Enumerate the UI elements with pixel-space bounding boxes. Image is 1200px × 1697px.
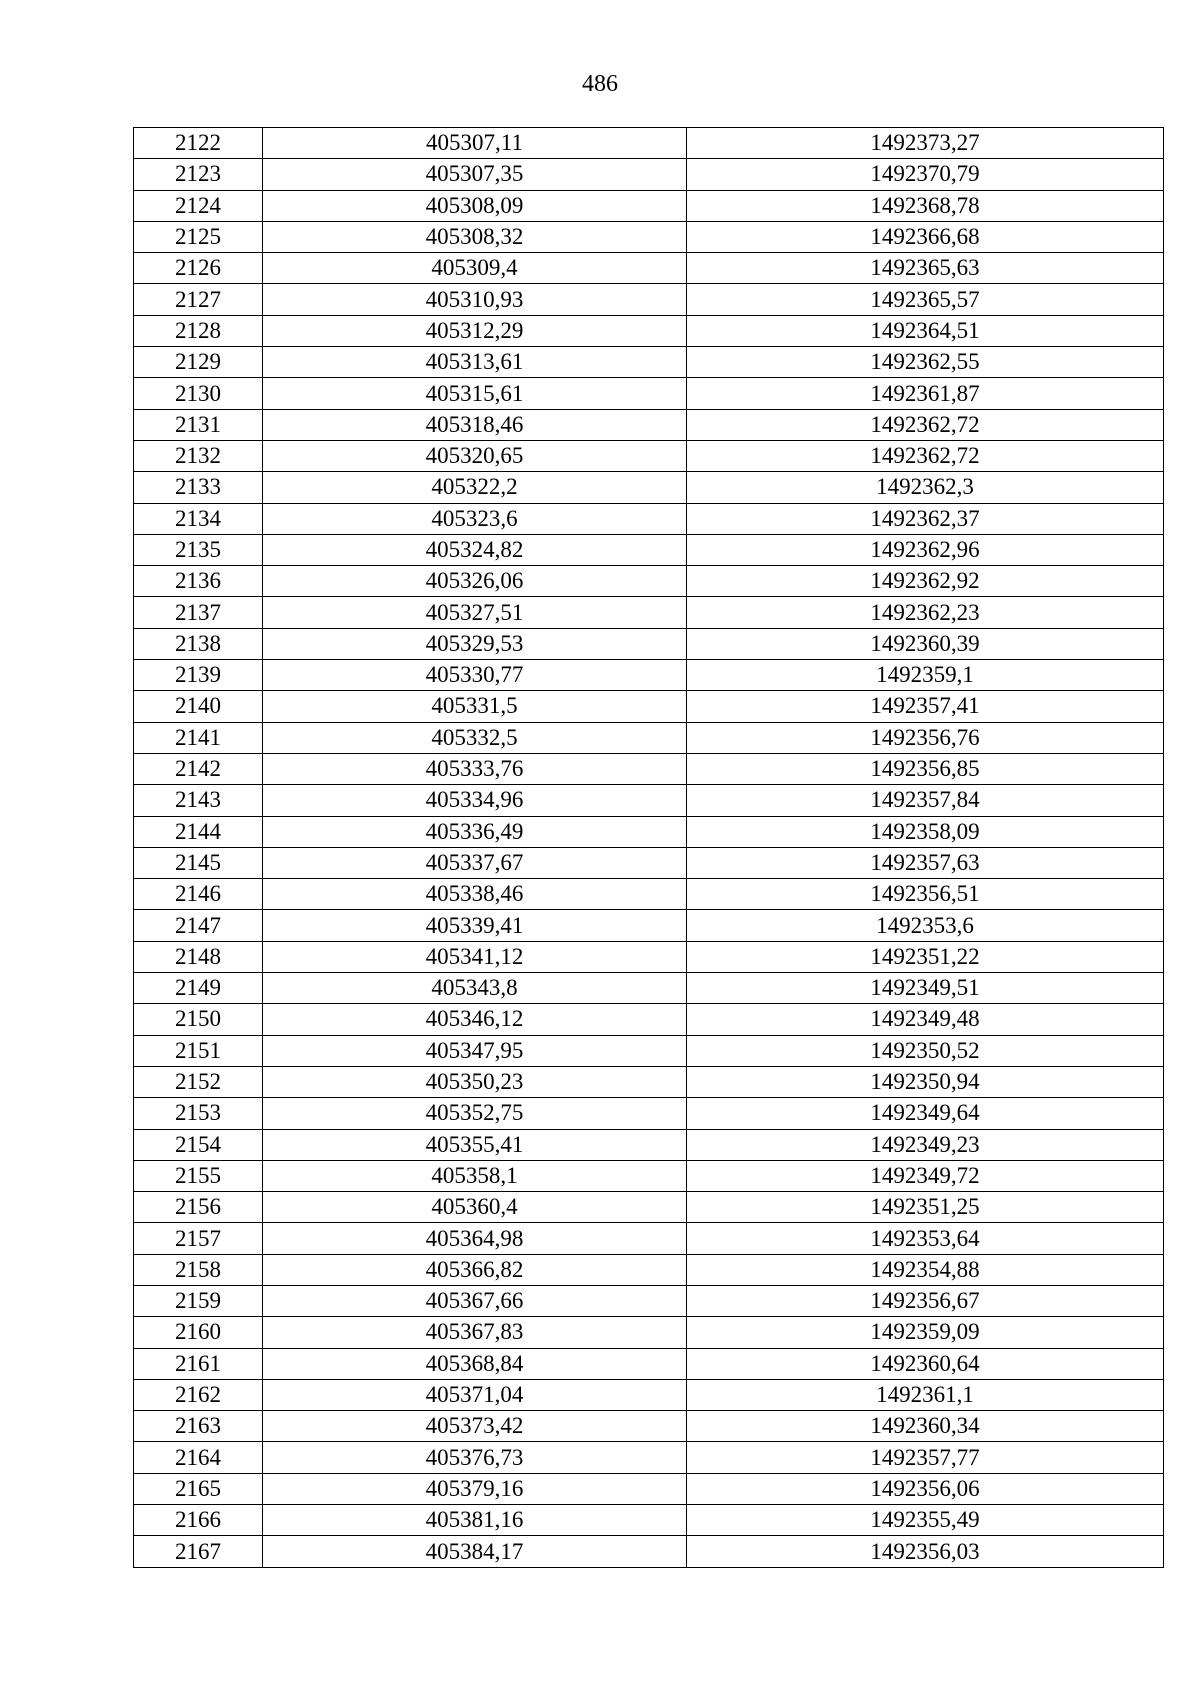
y-coordinate-cell: 1492361,87 — [687, 378, 1164, 409]
point-number-cell: 2139 — [134, 660, 263, 691]
table-row — [134, 1411, 1164, 1442]
table-row — [134, 409, 1164, 440]
y-coordinate-cell: 1492362,55 — [687, 347, 1164, 378]
x-coordinate-cell: 405312,29 — [263, 315, 687, 346]
point-number-cell: 2148 — [134, 941, 263, 972]
x-coordinate-cell: 405313,61 — [263, 347, 687, 378]
y-coordinate-cell: 1492357,84 — [687, 785, 1164, 816]
table-row — [134, 190, 1164, 221]
point-number-cell: 2143 — [134, 785, 263, 816]
table-row — [134, 284, 1164, 315]
point-number-cell: 2166 — [134, 1505, 263, 1536]
x-coordinate-cell: 405373,42 — [263, 1411, 687, 1442]
y-coordinate-cell: 1492373,27 — [687, 128, 1164, 159]
page-number: 486 — [582, 71, 618, 97]
x-coordinate-cell: 405339,41 — [263, 910, 687, 941]
x-coordinate-cell: 405318,46 — [263, 409, 687, 440]
point-number-cell: 2142 — [134, 753, 263, 784]
point-number-cell: 2140 — [134, 691, 263, 722]
y-coordinate-cell: 1492357,63 — [687, 847, 1164, 878]
y-coordinate-cell: 1492357,41 — [687, 691, 1164, 722]
x-coordinate-cell: 405336,49 — [263, 816, 687, 847]
x-coordinate-cell: 405346,12 — [263, 1004, 687, 1035]
y-coordinate-cell: 1492356,51 — [687, 879, 1164, 910]
x-coordinate-cell: 405315,61 — [263, 378, 687, 409]
x-coordinate-cell: 405324,82 — [263, 534, 687, 565]
table-row — [134, 753, 1164, 784]
table-row — [134, 597, 1164, 628]
y-coordinate-cell: 1492349,64 — [687, 1098, 1164, 1129]
y-coordinate-cell: 1492351,25 — [687, 1192, 1164, 1223]
y-coordinate-cell: 1492361,1 — [687, 1379, 1164, 1410]
point-number-cell: 2144 — [134, 816, 263, 847]
y-coordinate-cell: 1492362,72 — [687, 440, 1164, 471]
table-row — [134, 566, 1164, 597]
x-coordinate-cell: 405341,12 — [263, 941, 687, 972]
x-coordinate-cell: 405310,93 — [263, 284, 687, 315]
x-coordinate-cell: 405381,16 — [263, 1505, 687, 1536]
point-number-cell: 2161 — [134, 1348, 263, 1379]
y-coordinate-cell: 1492350,94 — [687, 1066, 1164, 1097]
y-coordinate-cell: 1492355,49 — [687, 1505, 1164, 1536]
y-coordinate-cell: 1492356,67 — [687, 1285, 1164, 1316]
table-row — [134, 722, 1164, 753]
point-number-cell: 2128 — [134, 315, 263, 346]
table-row — [134, 221, 1164, 252]
table-row — [134, 628, 1164, 659]
y-coordinate-cell: 1492357,77 — [687, 1442, 1164, 1473]
x-coordinate-cell: 405323,6 — [263, 503, 687, 534]
y-coordinate-cell: 1492360,39 — [687, 628, 1164, 659]
table-row — [134, 785, 1164, 816]
table-row — [134, 1348, 1164, 1379]
coordinates-table-body — [134, 128, 1164, 1568]
table-row — [134, 1505, 1164, 1536]
table-row — [134, 1536, 1164, 1567]
point-number-cell: 2164 — [134, 1442, 263, 1473]
table-row — [134, 1035, 1164, 1066]
table-row — [134, 159, 1164, 190]
y-coordinate-cell: 1492356,76 — [687, 722, 1164, 753]
table-row — [134, 440, 1164, 471]
table-row — [134, 973, 1164, 1004]
x-coordinate-cell: 405326,06 — [263, 566, 687, 597]
x-coordinate-cell: 405307,11 — [263, 128, 687, 159]
y-coordinate-cell: 1492353,64 — [687, 1223, 1164, 1254]
y-coordinate-cell: 1492356,06 — [687, 1473, 1164, 1504]
x-coordinate-cell: 405347,95 — [263, 1035, 687, 1066]
x-coordinate-cell: 405334,96 — [263, 785, 687, 816]
point-number-cell: 2145 — [134, 847, 263, 878]
y-coordinate-cell: 1492351,22 — [687, 941, 1164, 972]
y-coordinate-cell: 1492362,96 — [687, 534, 1164, 565]
point-number-cell: 2134 — [134, 503, 263, 534]
table-row — [134, 534, 1164, 565]
x-coordinate-cell: 405358,1 — [263, 1160, 687, 1191]
point-number-cell: 2123 — [134, 159, 263, 190]
x-coordinate-cell: 405307,35 — [263, 159, 687, 190]
y-coordinate-cell: 1492359,09 — [687, 1317, 1164, 1348]
point-number-cell: 2124 — [134, 190, 263, 221]
x-coordinate-cell: 405366,82 — [263, 1254, 687, 1285]
x-coordinate-cell: 405376,73 — [263, 1442, 687, 1473]
point-number-cell: 2165 — [134, 1473, 263, 1504]
x-coordinate-cell: 405333,76 — [263, 753, 687, 784]
point-number-cell: 2155 — [134, 1160, 263, 1191]
x-coordinate-cell: 405379,16 — [263, 1473, 687, 1504]
point-number-cell: 2157 — [134, 1223, 263, 1254]
table-row — [134, 378, 1164, 409]
y-coordinate-cell: 1492356,85 — [687, 753, 1164, 784]
table-row — [134, 660, 1164, 691]
y-coordinate-cell: 1492362,37 — [687, 503, 1164, 534]
x-coordinate-cell: 405337,67 — [263, 847, 687, 878]
x-coordinate-cell: 405343,8 — [263, 973, 687, 1004]
point-number-cell: 2167 — [134, 1536, 263, 1567]
point-number-cell: 2129 — [134, 347, 263, 378]
x-coordinate-cell: 405352,75 — [263, 1098, 687, 1129]
x-coordinate-cell: 405308,32 — [263, 221, 687, 252]
y-coordinate-cell: 1492362,72 — [687, 409, 1164, 440]
table-row — [134, 1160, 1164, 1191]
table-row — [134, 472, 1164, 503]
point-number-cell: 2151 — [134, 1035, 263, 1066]
y-coordinate-cell: 1492366,68 — [687, 221, 1164, 252]
point-number-cell: 2156 — [134, 1192, 263, 1223]
table-row — [134, 503, 1164, 534]
x-coordinate-cell: 405329,53 — [263, 628, 687, 659]
point-number-cell: 2160 — [134, 1317, 263, 1348]
point-number-cell: 2153 — [134, 1098, 263, 1129]
point-number-cell: 2158 — [134, 1254, 263, 1285]
y-coordinate-cell: 1492360,64 — [687, 1348, 1164, 1379]
x-coordinate-cell: 405331,5 — [263, 691, 687, 722]
x-coordinate-cell: 405364,98 — [263, 1223, 687, 1254]
x-coordinate-cell: 405327,51 — [263, 597, 687, 628]
y-coordinate-cell: 1492349,72 — [687, 1160, 1164, 1191]
table-row — [134, 816, 1164, 847]
point-number-cell: 2132 — [134, 440, 263, 471]
point-number-cell: 2125 — [134, 221, 263, 252]
y-coordinate-cell: 1492362,92 — [687, 566, 1164, 597]
x-coordinate-cell: 405355,41 — [263, 1129, 687, 1160]
table-row — [134, 1129, 1164, 1160]
table-row — [134, 1223, 1164, 1254]
table-row — [134, 1473, 1164, 1504]
point-number-cell: 2138 — [134, 628, 263, 659]
y-coordinate-cell: 1492364,51 — [687, 315, 1164, 346]
table-row — [134, 1066, 1164, 1097]
point-number-cell: 2136 — [134, 566, 263, 597]
point-number-cell: 2147 — [134, 910, 263, 941]
y-coordinate-cell: 1492349,48 — [687, 1004, 1164, 1035]
table-row — [134, 253, 1164, 284]
point-number-cell: 2152 — [134, 1066, 263, 1097]
table-row — [134, 1192, 1164, 1223]
table-row — [134, 910, 1164, 941]
coordinates-table — [133, 127, 1164, 1568]
x-coordinate-cell: 405384,17 — [263, 1536, 687, 1567]
point-number-cell: 2163 — [134, 1411, 263, 1442]
y-coordinate-cell: 1492365,63 — [687, 253, 1164, 284]
y-coordinate-cell: 1492368,78 — [687, 190, 1164, 221]
y-coordinate-cell: 1492360,34 — [687, 1411, 1164, 1442]
point-number-cell: 2131 — [134, 409, 263, 440]
table-row — [134, 879, 1164, 910]
y-coordinate-cell: 1492350,52 — [687, 1035, 1164, 1066]
table-row — [134, 941, 1164, 972]
y-coordinate-cell: 1492353,6 — [687, 910, 1164, 941]
x-coordinate-cell: 405338,46 — [263, 879, 687, 910]
x-coordinate-cell: 405309,4 — [263, 253, 687, 284]
x-coordinate-cell: 405322,2 — [263, 472, 687, 503]
y-coordinate-cell: 1492370,79 — [687, 159, 1164, 190]
point-number-cell: 2127 — [134, 284, 263, 315]
x-coordinate-cell: 405350,23 — [263, 1066, 687, 1097]
x-coordinate-cell: 405371,04 — [263, 1379, 687, 1410]
table-row — [134, 315, 1164, 346]
x-coordinate-cell: 405367,66 — [263, 1285, 687, 1316]
point-number-cell: 2126 — [134, 253, 263, 284]
table-row — [134, 1317, 1164, 1348]
y-coordinate-cell: 1492349,23 — [687, 1129, 1164, 1160]
x-coordinate-cell: 405367,83 — [263, 1317, 687, 1348]
point-number-cell: 2130 — [134, 378, 263, 409]
table-row — [134, 1004, 1164, 1035]
x-coordinate-cell: 405308,09 — [263, 190, 687, 221]
point-number-cell: 2159 — [134, 1285, 263, 1316]
x-coordinate-cell: 405332,5 — [263, 722, 687, 753]
point-number-cell: 2146 — [134, 879, 263, 910]
point-number-cell: 2133 — [134, 472, 263, 503]
x-coordinate-cell: 405330,77 — [263, 660, 687, 691]
y-coordinate-cell: 1492358,09 — [687, 816, 1164, 847]
point-number-cell: 2150 — [134, 1004, 263, 1035]
table-row — [134, 1285, 1164, 1316]
point-number-cell: 2141 — [134, 722, 263, 753]
point-number-cell: 2137 — [134, 597, 263, 628]
x-coordinate-cell: 405368,84 — [263, 1348, 687, 1379]
table-row — [134, 1254, 1164, 1285]
point-number-cell: 2154 — [134, 1129, 263, 1160]
y-coordinate-cell: 1492356,03 — [687, 1536, 1164, 1567]
y-coordinate-cell: 1492359,1 — [687, 660, 1164, 691]
table-row — [134, 1379, 1164, 1410]
x-coordinate-cell: 405360,4 — [263, 1192, 687, 1223]
y-coordinate-cell: 1492362,23 — [687, 597, 1164, 628]
table-row — [134, 847, 1164, 878]
x-coordinate-cell: 405320,65 — [263, 440, 687, 471]
point-number-cell: 2135 — [134, 534, 263, 565]
y-coordinate-cell: 1492354,88 — [687, 1254, 1164, 1285]
y-coordinate-cell: 1492349,51 — [687, 973, 1164, 1004]
table-row — [134, 1442, 1164, 1473]
y-coordinate-cell: 1492362,3 — [687, 472, 1164, 503]
table-row — [134, 691, 1164, 722]
table-row — [134, 128, 1164, 159]
table-row — [134, 347, 1164, 378]
y-coordinate-cell: 1492365,57 — [687, 284, 1164, 315]
point-number-cell: 2149 — [134, 973, 263, 1004]
point-number-cell: 2122 — [134, 128, 263, 159]
point-number-cell: 2162 — [134, 1379, 263, 1410]
table-row — [134, 1098, 1164, 1129]
